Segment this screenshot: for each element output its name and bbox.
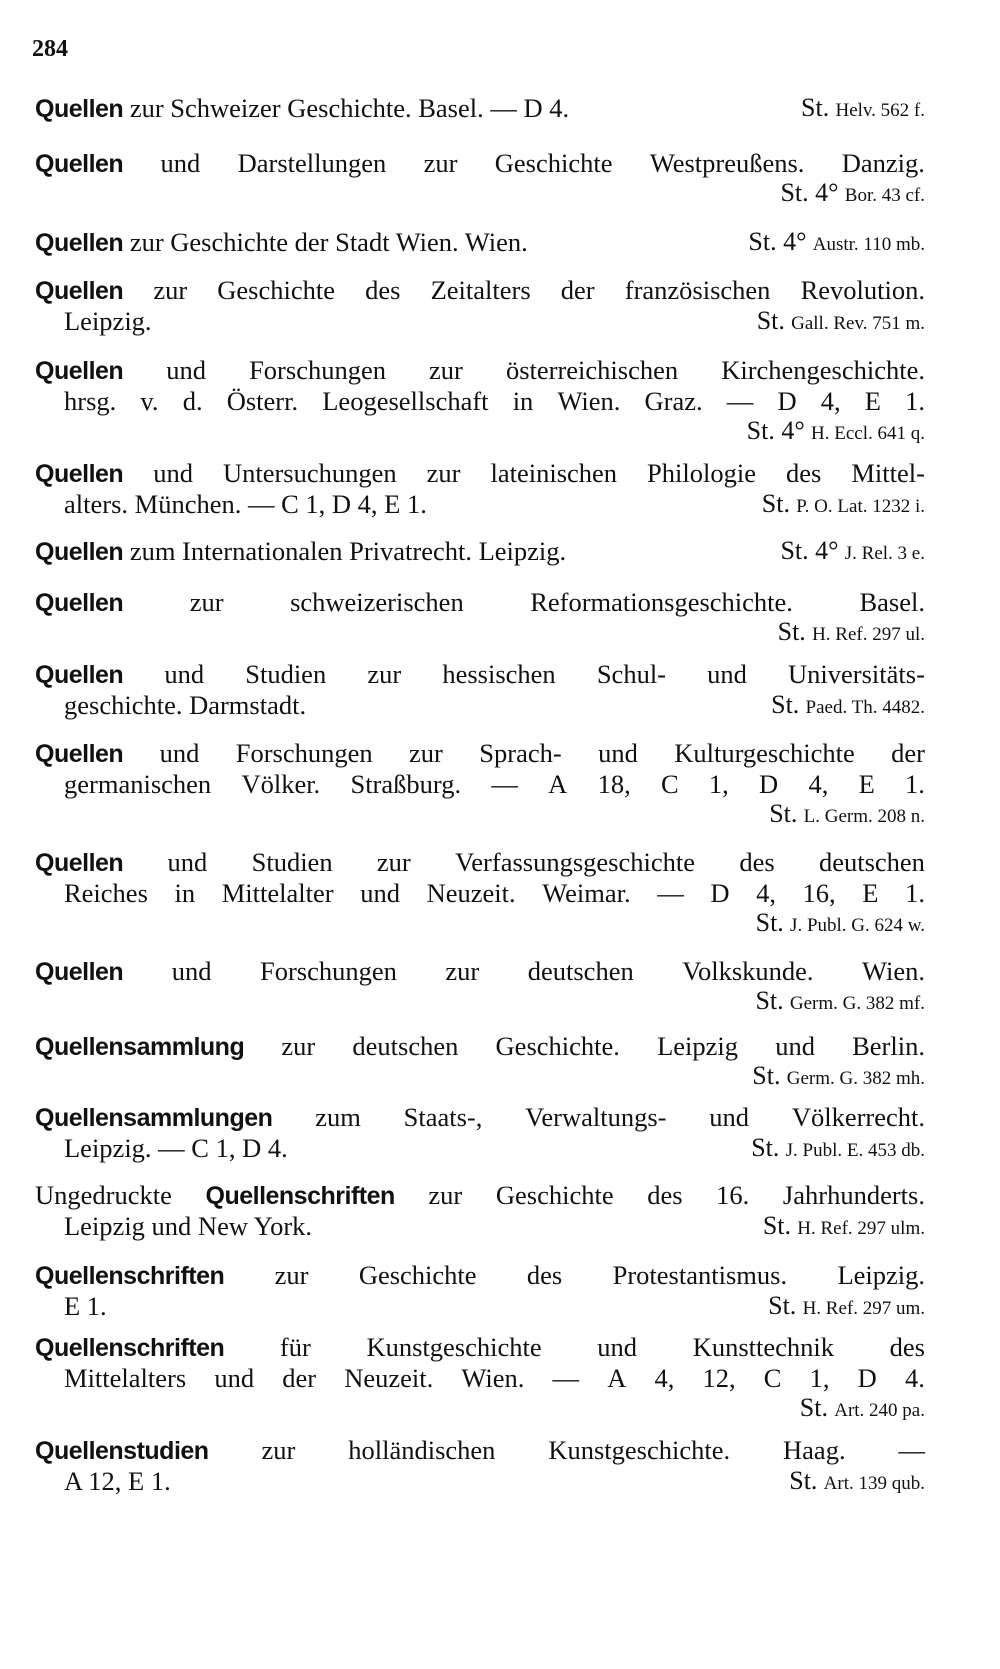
entry-word: Neuzeit. — [426, 878, 516, 908]
shelfmark-code: Germ. G. 382 mh. — [786, 1068, 925, 1089]
entry-word: des — [365, 275, 401, 305]
entry-title-text: zur Schweizer Geschichte. Basel. — D 4. — [123, 93, 570, 123]
shelfmark — [752, 1060, 925, 1092]
entry-word: Untersuchungen — [222, 458, 397, 488]
entry-word: zur — [261, 1435, 296, 1465]
entry-word: zur — [281, 1031, 316, 1061]
entry-word: und — [707, 659, 747, 689]
entry-word: Studien — [245, 659, 327, 689]
shelfmark-prefix: St. — [762, 1211, 792, 1240]
entry-continuation: Leipzig. — [64, 306, 152, 336]
entry-first-line — [35, 457, 925, 489]
entry-keyword: Quellenstudien — [35, 1437, 209, 1465]
entry-word: v. — [140, 386, 159, 416]
entry-word: — — [552, 1363, 580, 1393]
entry-word: D — [759, 769, 779, 799]
shelfmark — [800, 1392, 925, 1424]
entry-word: der — [282, 1363, 317, 1393]
entry-word: Geschichte — [494, 148, 613, 178]
entry-word: französischen — [624, 275, 771, 305]
entry-word: 16, — [802, 878, 836, 908]
shelfmark-code: J. Publ. E. 453 db. — [785, 1140, 925, 1161]
entry-word: zur — [376, 847, 411, 877]
entry-word: Protestantismus. — [612, 1260, 788, 1290]
entry-first-line — [35, 846, 925, 878]
entry-word: zur — [429, 355, 463, 385]
entry-word: Mittelalter — [221, 878, 334, 908]
entry-continuation — [64, 385, 925, 417]
shelfmark-prefix: St. 4° — [748, 227, 807, 256]
shelfmark — [751, 1132, 925, 1164]
shelfmark — [763, 1210, 925, 1242]
shelfmark-code: J. Publ. G. 624 w. — [790, 915, 925, 936]
entry-word: Forschungen — [259, 956, 397, 986]
entry-word: des — [889, 1332, 925, 1362]
entry-word: zur — [189, 587, 224, 617]
shelfmark — [780, 535, 925, 567]
shelfmark — [801, 92, 925, 124]
shelfmark-code: Art. 240 pa. — [834, 1400, 925, 1421]
entry-word: schweizerischen — [290, 587, 464, 617]
shelfmark-prefix: St. — [768, 1291, 797, 1320]
entry-word: d. — [182, 386, 203, 416]
entry-keyword: Quellen — [35, 277, 124, 305]
shelfmark-code: Bor. 43 cf. — [844, 185, 925, 206]
entry-word: und — [167, 847, 208, 877]
shelfmark-prefix: St. — [761, 489, 790, 518]
entry-word: und — [166, 355, 206, 385]
entry-word: 1, — [809, 1363, 830, 1393]
shelfmark-prefix: St. — [752, 1061, 781, 1090]
entry-word: Forschungen — [235, 738, 373, 768]
entry-keyword: Quellen — [35, 229, 124, 257]
entry-word: deutschen — [527, 956, 634, 986]
shelfmark — [769, 798, 925, 830]
entry-word: — — [726, 386, 754, 416]
shelfmark-prefix: St. — [769, 799, 798, 828]
shelfmark — [756, 907, 925, 939]
entry-keyword: Quellen — [35, 538, 124, 566]
entry-title-text: zur Geschichte der Stadt Wien. Wien. — [123, 227, 528, 257]
entry-word: des — [647, 1180, 683, 1210]
shelfmark-prefix: St. — [799, 1393, 828, 1422]
shelfmark-prefix: St. 4° — [746, 416, 805, 445]
entry-word: Staats-, — [403, 1102, 483, 1132]
entry-keyword: Quellen — [35, 589, 124, 617]
entry-word: Schul- — [596, 659, 666, 689]
entry-word: und — [360, 878, 400, 908]
entry-word: zur — [423, 148, 458, 178]
entry-word: C — [660, 769, 679, 799]
shelfmark — [747, 415, 925, 447]
entry-word: in — [512, 386, 534, 416]
shelfmark-code: Austr. 110 mb. — [812, 234, 925, 255]
entry-word: Universitäts- — [788, 659, 925, 689]
entry-word: Basel. — [859, 587, 925, 617]
entry-word: der — [891, 738, 925, 768]
entry-keyword: Quellen — [35, 357, 124, 385]
entry-word: A — [548, 769, 568, 799]
entry-word: und — [597, 1332, 638, 1362]
entry-word: zur — [428, 1180, 463, 1210]
entry-word: Volkskunde. — [682, 956, 814, 986]
entry-first-line — [35, 1030, 925, 1062]
entry-continuation — [64, 1362, 925, 1394]
entry-word: Geschichte — [358, 1260, 477, 1290]
entry-keyword: Quellensammlung — [35, 1033, 245, 1061]
entry-word: 16. — [716, 1180, 750, 1210]
entry-word: Völker. — [241, 769, 321, 799]
entry-word: Straßburg. — [350, 769, 462, 799]
entry-word: — — [491, 769, 518, 799]
entry-word: 1, — [708, 769, 729, 799]
entry-word: zur — [274, 1260, 309, 1290]
entry-word: Studien — [251, 847, 333, 877]
shelfmark-code: H. Ref. 297 ulm. — [797, 1218, 925, 1239]
entry-keyword: Quellen — [35, 958, 124, 986]
entry-continuation — [64, 768, 925, 800]
entry-word: Leipzig — [657, 1031, 739, 1061]
entry-word: deutschen — [818, 847, 925, 877]
entry-word: Weimar. — [542, 878, 631, 908]
entry-word: und — [775, 1031, 815, 1061]
shelfmark-code: L. Germ. 208 n. — [803, 806, 925, 827]
entry-first-line — [35, 1179, 925, 1211]
entry-word: E — [858, 769, 875, 799]
shelfmark-prefix: St. — [751, 1133, 780, 1162]
page-number: 284 — [32, 36, 68, 62]
shelfmark — [771, 689, 925, 721]
entry-first-line — [35, 1101, 925, 1133]
entry-word: D — [710, 878, 730, 908]
shelfmark — [768, 1290, 925, 1322]
entry-word: Berlin. — [852, 1031, 925, 1061]
entry-word: lateinischen — [490, 458, 618, 488]
entry-first-line — [35, 354, 925, 386]
entry-word: Verfassungsgeschichte — [455, 847, 695, 877]
shelfmark-prefix: St. — [789, 1466, 818, 1495]
entry-word: Reiches — [64, 878, 148, 908]
entry-word: Forschungen — [249, 355, 386, 385]
entry-word: des — [526, 1260, 563, 1290]
entry-first-line — [35, 274, 925, 306]
entry-word: 4, — [808, 769, 829, 799]
entry-keyword: Quellen — [35, 661, 124, 689]
entry-word: österreichischen — [505, 355, 679, 385]
entry-first-line — [35, 586, 925, 618]
entry-word: Danzig. — [841, 148, 925, 178]
entry-word: Leipzig. — [837, 1260, 925, 1290]
entry-word: 4, — [756, 878, 776, 908]
shelfmark — [789, 1465, 925, 1497]
shelfmark-prefix: St. — [777, 617, 806, 646]
entry-keyword: Quellenschriften — [35, 1262, 225, 1290]
entry-word: E — [864, 386, 881, 416]
shelfmark-code: H. Eccl. 641 q. — [811, 423, 925, 444]
entry-word: Haag. — [783, 1435, 846, 1465]
entry-word: — — [898, 1435, 925, 1465]
shelfmark-prefix: St. 4° — [780, 536, 839, 565]
entry-first-line — [35, 955, 925, 987]
entry-keyword: Quellenschriften — [35, 1334, 225, 1362]
entry-word: 1. — [905, 878, 925, 908]
entry-first-line — [35, 147, 925, 179]
shelfmark-code: Gall. Rev. 751 m. — [791, 313, 925, 334]
entry-word: des — [785, 458, 822, 488]
entry-word: holländischen — [348, 1435, 496, 1465]
entry-continuation: E 1. — [64, 1291, 107, 1321]
entry-first-line — [35, 1259, 925, 1291]
shelfmark-prefix: St. — [756, 306, 785, 335]
entry-word: Geschichte — [217, 275, 336, 305]
shelfmark-code: Paed. Th. 4482. — [805, 697, 925, 718]
entry-word: 12, — [702, 1363, 736, 1393]
shelfmark-prefix: St. — [801, 93, 830, 122]
entry-word: und — [709, 1102, 750, 1132]
entry-prefix: Ungedruckte — [35, 1180, 172, 1210]
entry-word: Österr. — [226, 386, 299, 416]
entry-continuation: geschichte. Darmstadt. — [64, 690, 307, 720]
entry-word: 1. — [905, 386, 925, 416]
entry-word: 4, — [654, 1363, 675, 1393]
entry-word: Sprach- — [479, 738, 562, 768]
entry-keyword: Quellen — [35, 95, 124, 123]
entry-word: und — [153, 458, 193, 488]
entry-word: 1. — [905, 769, 925, 799]
shelfmark-code: Art. 139 qub. — [823, 1473, 925, 1494]
shelfmark-code: P. O. Lat. 1232 i. — [796, 496, 925, 517]
entry-continuation: A 12, E 1. — [64, 1466, 171, 1496]
entry-word: Verwaltungs- — [525, 1102, 667, 1132]
entry-word: Graz. — [644, 386, 703, 416]
entry-word: Wien. — [557, 386, 621, 416]
entry-word: hrsg. — [64, 386, 117, 416]
entry-first-line — [35, 1434, 925, 1466]
shelfmark-code: Helv. 562 f. — [835, 100, 925, 121]
entry-word: — — [657, 878, 684, 908]
entry-word: Kunsttechnik — [692, 1332, 835, 1362]
shelfmark — [755, 985, 925, 1017]
entry-word: und — [164, 659, 205, 689]
entry-word: hessischen — [442, 659, 556, 689]
entry-word: deutschen — [352, 1031, 459, 1061]
entry-word: und — [159, 738, 200, 768]
entry-word: A — [607, 1363, 627, 1393]
entry-keyword: Quellen — [35, 150, 124, 178]
entry-word: und — [171, 956, 212, 986]
entry-word: 4, — [820, 386, 841, 416]
entry-first-line — [35, 92, 925, 124]
shelfmark — [748, 226, 925, 258]
entry-word: des — [739, 847, 775, 877]
entry-word: germanischen — [64, 769, 212, 799]
shelfmark — [778, 616, 925, 648]
shelfmark-code: Germ. G. 382 mf. — [789, 993, 925, 1014]
entry-word: der — [560, 275, 595, 305]
entry-word: Reformationsgeschichte. — [530, 587, 793, 617]
entry-word: Neuzeit. — [344, 1363, 434, 1393]
entry-keyword: Quellen — [35, 849, 124, 877]
entry-keyword: Quellen — [35, 740, 124, 768]
entry-continuation: Leipzig. — C 1, D 4. — [64, 1133, 288, 1163]
entry-continuation: alters. München. — C 1, D 4, E 1. — [64, 489, 427, 519]
entry-word: zur — [409, 738, 443, 768]
entry-keyword: Quellen — [35, 460, 124, 488]
entry-keyword: Quellenschriften — [205, 1182, 395, 1210]
entry-word: Kulturgeschichte — [674, 738, 855, 768]
entry-first-line — [35, 658, 925, 690]
entry-word: Kunstgeschichte — [366, 1332, 542, 1362]
entry-word: zur — [367, 659, 402, 689]
shelfmark-prefix: St. 4° — [780, 178, 839, 207]
shelfmark — [762, 488, 925, 520]
entry-word: für — [279, 1332, 311, 1362]
entry-word: zur — [153, 275, 188, 305]
entry-word: und — [160, 148, 201, 178]
shelfmark-code: J. Rel. 3 e. — [844, 543, 925, 564]
entry-word: Revolution. — [800, 275, 925, 305]
entry-word: 18, — [597, 769, 631, 799]
shelfmark-prefix: St. — [771, 690, 800, 719]
entry-word: Völkerrecht. — [791, 1102, 925, 1132]
entry-word: Kunstgeschichte. — [548, 1435, 731, 1465]
entry-word: zur — [426, 458, 461, 488]
entry-word: Mittelalters — [64, 1363, 187, 1393]
entry-word: und — [598, 738, 638, 768]
entry-word: D — [777, 386, 797, 416]
shelfmark-code: H. Ref. 297 ul. — [812, 624, 925, 645]
entry-word: D — [857, 1363, 877, 1393]
entry-continuation — [64, 877, 925, 909]
entry-word: Darstellungen — [237, 148, 387, 178]
entry-word: C — [763, 1363, 782, 1393]
entry-keyword: Quellensammlungen — [35, 1104, 273, 1132]
entry-word: Wien. — [461, 1363, 525, 1393]
shelfmark — [780, 177, 925, 209]
entry-word: Westpreußens. — [649, 148, 805, 178]
entry-word: und — [214, 1363, 255, 1393]
shelfmark — [757, 305, 925, 337]
entry-word: Mittel- — [851, 458, 925, 488]
entry-word: Geschichte — [495, 1180, 614, 1210]
entry-word: Geschichte. — [495, 1031, 620, 1061]
entry-continuation: Leipzig und New York. — [64, 1211, 313, 1241]
entry-first-line — [35, 1331, 925, 1363]
entry-title-text: zum Internationalen Privatrecht. Leipzig. — [123, 536, 567, 566]
entry-word: Philologie — [647, 458, 756, 488]
entry-first-line — [35, 737, 925, 769]
entry-word: Wien. — [862, 956, 925, 986]
entry-word: Leogesellschaft — [322, 386, 489, 416]
shelfmark-code: H. Ref. 297 um. — [802, 1298, 925, 1319]
entry-word: 4. — [904, 1363, 925, 1393]
entry-word: Zeitalters — [430, 275, 531, 305]
entry-word: Kirchengeschichte. — [721, 355, 925, 385]
entry-word: E — [862, 878, 879, 908]
entry-word: zur — [445, 956, 480, 986]
shelfmark-prefix: St. — [755, 986, 784, 1015]
entry-word: in — [174, 878, 196, 908]
entry-word: Jahrhunderts. — [782, 1180, 925, 1210]
shelfmark-prefix: St. — [755, 908, 784, 937]
entry-word: zum — [315, 1102, 361, 1132]
